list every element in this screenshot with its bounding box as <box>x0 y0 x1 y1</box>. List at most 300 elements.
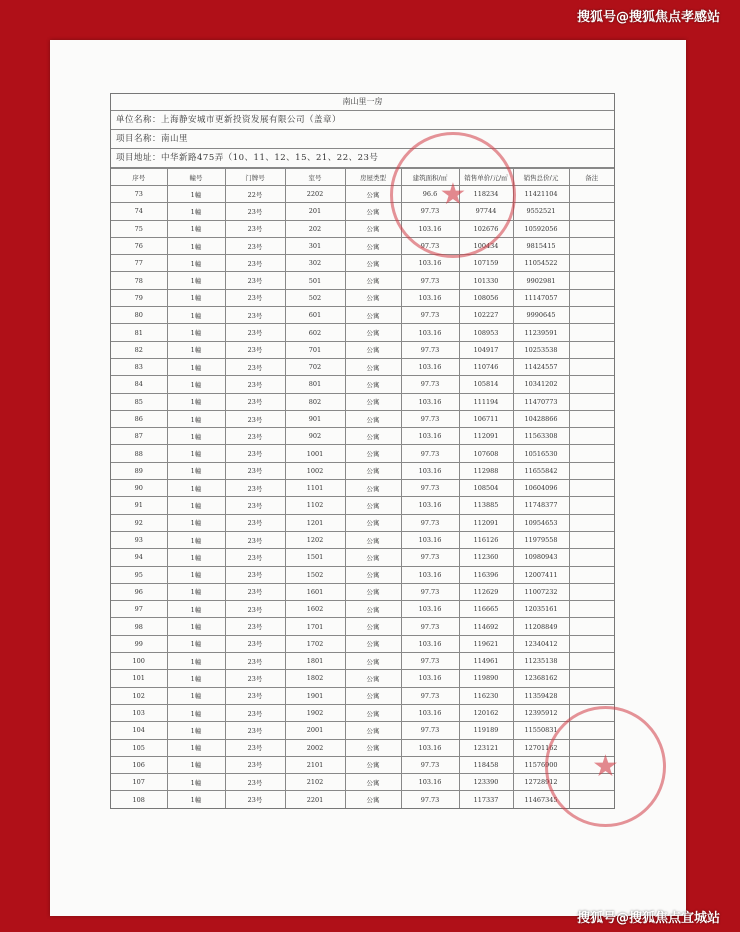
table-cell: 1幢 <box>167 341 225 358</box>
table-cell <box>569 428 614 445</box>
table-cell: 103.16 <box>401 635 459 652</box>
table-row <box>111 756 614 773</box>
table-cell <box>569 220 614 237</box>
table-cell: 116126 <box>459 531 513 548</box>
table-cell: 97.73 <box>401 445 459 462</box>
table-cell: 公寓 <box>345 635 401 652</box>
table-cell <box>569 704 614 721</box>
table-cell: 1幢 <box>167 791 225 808</box>
table-cell: 93 <box>111 531 167 548</box>
table-cell: 119890 <box>459 670 513 687</box>
table-cell: 76 <box>111 237 167 254</box>
table-cell: 23号 <box>225 480 285 497</box>
table-cell: 公寓 <box>345 220 401 237</box>
table-cell: 1幢 <box>167 687 225 704</box>
table-cell: 103.16 <box>401 289 459 306</box>
table-cell: 11239591 <box>513 324 569 341</box>
table-cell: 1幢 <box>167 739 225 756</box>
price-table <box>111 168 614 808</box>
table-row <box>111 445 614 462</box>
table-cell <box>569 497 614 514</box>
table-cell: 104917 <box>459 341 513 358</box>
table-cell: 1幢 <box>167 428 225 445</box>
table-cell: 1幢 <box>167 756 225 773</box>
table-cell: 公寓 <box>345 739 401 756</box>
table-cell: 101 <box>111 670 167 687</box>
table-cell: 1幢 <box>167 186 225 203</box>
table-cell: 1102 <box>285 497 345 514</box>
table-cell: 公寓 <box>345 341 401 358</box>
table-cell: 84 <box>111 376 167 393</box>
table-cell: 97.73 <box>401 583 459 600</box>
table-cell: 9902981 <box>513 272 569 289</box>
table-cell: 1幢 <box>167 653 225 670</box>
table-cell: 1幢 <box>167 237 225 254</box>
table-cell: 1101 <box>285 480 345 497</box>
table-cell: 103.16 <box>401 497 459 514</box>
table-cell: 118234 <box>459 186 513 203</box>
table-cell: 公寓 <box>345 445 401 462</box>
table-cell <box>569 289 614 306</box>
table-cell: 1502 <box>285 566 345 583</box>
table-cell: 10592056 <box>513 220 569 237</box>
table-cell: 97.73 <box>401 237 459 254</box>
table-cell <box>569 531 614 548</box>
table-cell: 1201 <box>285 514 345 531</box>
table-cell: 公寓 <box>345 393 401 410</box>
table-cell: 23号 <box>225 514 285 531</box>
table-cell: 9552521 <box>513 203 569 220</box>
table-row <box>111 497 614 514</box>
table-cell: 2101 <box>285 756 345 773</box>
table-cell: 1幢 <box>167 497 225 514</box>
table-cell: 114692 <box>459 618 513 635</box>
table-cell: 97.73 <box>401 514 459 531</box>
table-cell: 公寓 <box>345 324 401 341</box>
table-cell: 公寓 <box>345 376 401 393</box>
table-cell: 12035161 <box>513 601 569 618</box>
table-cell: 1幢 <box>167 704 225 721</box>
table-cell: 23号 <box>225 393 285 410</box>
table-cell: 公寓 <box>345 497 401 514</box>
table-cell: 12368162 <box>513 670 569 687</box>
table-cell: 99 <box>111 635 167 652</box>
table-cell: 1幢 <box>167 220 225 237</box>
table-cell: 12701162 <box>513 739 569 756</box>
table-cell: 公寓 <box>345 774 401 791</box>
table-cell: 1幢 <box>167 289 225 306</box>
table-cell: 公寓 <box>345 428 401 445</box>
table-cell: 10253538 <box>513 341 569 358</box>
table-cell: 97.73 <box>401 410 459 427</box>
table-cell: 1002 <box>285 462 345 479</box>
table-cell: 1幢 <box>167 272 225 289</box>
table-cell: 87 <box>111 428 167 445</box>
table-cell: 12395912 <box>513 704 569 721</box>
table-cell: 11421104 <box>513 186 569 203</box>
table-cell: 1幢 <box>167 531 225 548</box>
table-cell: 1幢 <box>167 203 225 220</box>
table-cell: 118458 <box>459 756 513 773</box>
table-cell: 1幢 <box>167 307 225 324</box>
table-cell: 97.73 <box>401 618 459 635</box>
table-cell: 107608 <box>459 445 513 462</box>
table-cell: 23号 <box>225 324 285 341</box>
table-cell: 89 <box>111 462 167 479</box>
table-row <box>111 687 614 704</box>
table-cell <box>569 670 614 687</box>
table-cell <box>569 237 614 254</box>
table-row <box>111 307 614 324</box>
table-row <box>111 601 614 618</box>
table-cell: 11563308 <box>513 428 569 445</box>
table-cell: 119189 <box>459 722 513 739</box>
table-cell: 502 <box>285 289 345 306</box>
table-cell: 120162 <box>459 704 513 721</box>
table-cell: 116665 <box>459 601 513 618</box>
table-cell: 97.73 <box>401 549 459 566</box>
table-cell: 公寓 <box>345 653 401 670</box>
table-cell <box>569 480 614 497</box>
table-cell: 106 <box>111 756 167 773</box>
table-cell: 117337 <box>459 791 513 808</box>
table-cell: 90 <box>111 480 167 497</box>
table-cell: 73 <box>111 186 167 203</box>
watermark-top: 搜狐号@搜狐焦点孝感站 <box>576 10 720 25</box>
table-row <box>111 341 614 358</box>
table-cell <box>569 791 614 808</box>
table-cell <box>569 722 614 739</box>
table-cell: 701 <box>285 341 345 358</box>
table-cell: 97.73 <box>401 722 459 739</box>
table-cell: 公寓 <box>345 722 401 739</box>
table-cell <box>569 393 614 410</box>
table-cell: 97.73 <box>401 653 459 670</box>
table-cell <box>569 272 614 289</box>
table-cell: 85 <box>111 393 167 410</box>
table-cell: 92 <box>111 514 167 531</box>
table-cell <box>569 462 614 479</box>
table-cell: 23号 <box>225 272 285 289</box>
table-cell: 1幢 <box>167 601 225 618</box>
table-cell: 97.73 <box>401 341 459 358</box>
table-cell: 公寓 <box>345 618 401 635</box>
table-cell: 82 <box>111 341 167 358</box>
table-row <box>111 203 614 220</box>
table-cell: 201 <box>285 203 345 220</box>
table-cell: 112360 <box>459 549 513 566</box>
table-cell: 79 <box>111 289 167 306</box>
table-row <box>111 514 614 531</box>
table-cell: 1202 <box>285 531 345 548</box>
table-cell: 96 <box>111 583 167 600</box>
table-cell: 103.16 <box>401 255 459 272</box>
table-row <box>111 289 614 306</box>
table-cell: 1802 <box>285 670 345 687</box>
sheet-title: 南山里一房 <box>111 94 614 111</box>
table-cell: 23号 <box>225 722 285 739</box>
table-cell: 112091 <box>459 514 513 531</box>
table-cell: 1902 <box>285 704 345 721</box>
table-cell: 112629 <box>459 583 513 600</box>
table-cell: 77 <box>111 255 167 272</box>
table-cell: 23号 <box>225 445 285 462</box>
table-cell: 97.73 <box>401 203 459 220</box>
table-cell: 102 <box>111 687 167 704</box>
table-cell: 公寓 <box>345 670 401 687</box>
table-cell <box>569 687 614 704</box>
table-cell: 103.16 <box>401 220 459 237</box>
table-body <box>111 186 614 808</box>
table-cell: 95 <box>111 566 167 583</box>
table-cell: 1001 <box>285 445 345 462</box>
table-row <box>111 670 614 687</box>
table-cell: 23号 <box>225 635 285 652</box>
table-cell: 103.16 <box>401 428 459 445</box>
table-cell: 23号 <box>225 601 285 618</box>
table-cell: 公寓 <box>345 480 401 497</box>
project-address: 项目地址：中华新路475弄（10、11、12、15、21、22、23号 <box>111 149 614 168</box>
table-cell: 116396 <box>459 566 513 583</box>
table-row <box>111 186 614 203</box>
table-cell: 80 <box>111 307 167 324</box>
table-cell <box>569 445 614 462</box>
table-row <box>111 549 614 566</box>
table-row <box>111 237 614 254</box>
table-cell: 23号 <box>225 739 285 756</box>
table-header-row <box>111 169 614 186</box>
table-cell: 23号 <box>225 289 285 306</box>
table-row <box>111 618 614 635</box>
table-cell: 97744 <box>459 203 513 220</box>
table-cell: 110746 <box>459 358 513 375</box>
table-cell: 23号 <box>225 497 285 514</box>
table-cell: 1幢 <box>167 445 225 462</box>
table-cell: 1幢 <box>167 376 225 393</box>
table-cell <box>569 255 614 272</box>
table-cell <box>569 307 614 324</box>
column-header: 销售总价/元 <box>513 169 569 186</box>
table-cell <box>569 376 614 393</box>
table-cell: 105 <box>111 739 167 756</box>
table-cell: 103.16 <box>401 704 459 721</box>
table-cell: 97 <box>111 601 167 618</box>
table-cell: 公寓 <box>345 186 401 203</box>
table-cell: 97.73 <box>401 376 459 393</box>
table-cell: 104 <box>111 722 167 739</box>
column-header: 幢号 <box>167 169 225 186</box>
table-cell: 1幢 <box>167 722 225 739</box>
table-cell: 23号 <box>225 376 285 393</box>
table-cell <box>569 756 614 773</box>
table-cell: 公寓 <box>345 255 401 272</box>
table-cell: 88 <box>111 445 167 462</box>
table-cell: 11550831 <box>513 722 569 739</box>
table-cell <box>569 358 614 375</box>
project-name: 项目名称：南山里 <box>111 130 614 149</box>
table-cell: 公寓 <box>345 289 401 306</box>
table-cell: 103.16 <box>401 358 459 375</box>
table-cell: 23号 <box>225 791 285 808</box>
table-cell: 公寓 <box>345 237 401 254</box>
table-cell: 702 <box>285 358 345 375</box>
table-cell: 103.16 <box>401 774 459 791</box>
table-cell: 2201 <box>285 791 345 808</box>
table-cell: 12728912 <box>513 774 569 791</box>
table-cell: 98 <box>111 618 167 635</box>
table-cell <box>569 566 614 583</box>
table-cell: 9815415 <box>513 237 569 254</box>
table-cell <box>569 203 614 220</box>
table-cell: 108 <box>111 791 167 808</box>
table-row <box>111 635 614 652</box>
table-cell: 1幢 <box>167 410 225 427</box>
table-cell: 公寓 <box>345 704 401 721</box>
table-row <box>111 376 614 393</box>
table-cell: 108056 <box>459 289 513 306</box>
table-cell <box>569 186 614 203</box>
table-cell: 11576900 <box>513 756 569 773</box>
table-cell: 公寓 <box>345 549 401 566</box>
table-cell: 23号 <box>225 462 285 479</box>
table-cell: 83 <box>111 358 167 375</box>
table-cell: 11359428 <box>513 687 569 704</box>
table-cell: 802 <box>285 393 345 410</box>
table-cell: 23号 <box>225 618 285 635</box>
table-cell <box>569 324 614 341</box>
table-cell: 22号 <box>225 186 285 203</box>
table-cell: 公寓 <box>345 531 401 548</box>
table-cell: 1601 <box>285 583 345 600</box>
column-header: 门牌号 <box>225 169 285 186</box>
table-cell: 100434 <box>459 237 513 254</box>
table-cell: 601 <box>285 307 345 324</box>
table-cell: 1幢 <box>167 393 225 410</box>
table-cell: 202 <box>285 220 345 237</box>
table-cell: 102676 <box>459 220 513 237</box>
table-cell: 1幢 <box>167 774 225 791</box>
table-cell: 801 <box>285 376 345 393</box>
table-cell: 1幢 <box>167 549 225 566</box>
table-cell: 1幢 <box>167 583 225 600</box>
table-cell: 91 <box>111 497 167 514</box>
table-row <box>111 774 614 791</box>
table-cell: 11748377 <box>513 497 569 514</box>
table-cell: 78 <box>111 272 167 289</box>
table-row <box>111 358 614 375</box>
table-cell: 公寓 <box>345 410 401 427</box>
table-cell: 108953 <box>459 324 513 341</box>
unit-name: 单位名称：上海静安城市更新投资发展有限公司（盖章） <box>111 111 614 130</box>
table-cell: 公寓 <box>345 791 401 808</box>
table-cell: 1701 <box>285 618 345 635</box>
table-row <box>111 566 614 583</box>
table-cell: 23号 <box>225 203 285 220</box>
table-cell: 97.73 <box>401 756 459 773</box>
table-cell: 113885 <box>459 497 513 514</box>
column-header: 销售单价/元/㎡ <box>459 169 513 186</box>
table-cell: 1幢 <box>167 566 225 583</box>
table-cell: 602 <box>285 324 345 341</box>
table-row <box>111 462 614 479</box>
table-cell: 103.16 <box>401 531 459 548</box>
table-cell: 105814 <box>459 376 513 393</box>
table-cell: 123390 <box>459 774 513 791</box>
table-cell: 112091 <box>459 428 513 445</box>
table-cell: 301 <box>285 237 345 254</box>
table-cell: 103.16 <box>401 566 459 583</box>
table-cell: 1幢 <box>167 358 225 375</box>
table-cell <box>569 583 614 600</box>
table-cell: 1幢 <box>167 462 225 479</box>
table-cell: 111194 <box>459 393 513 410</box>
table-cell: 10954653 <box>513 514 569 531</box>
table-cell: 23号 <box>225 428 285 445</box>
table-cell: 97.73 <box>401 272 459 289</box>
table-cell: 106711 <box>459 410 513 427</box>
table-cell: 23号 <box>225 307 285 324</box>
table-cell: 97.73 <box>401 480 459 497</box>
table-row <box>111 480 614 497</box>
column-header: 室号 <box>285 169 345 186</box>
table-row <box>111 722 614 739</box>
table-cell: 23号 <box>225 549 285 566</box>
table-cell: 102227 <box>459 307 513 324</box>
table-cell: 23号 <box>225 756 285 773</box>
table-cell: 100 <box>111 653 167 670</box>
table-cell: 11470773 <box>513 393 569 410</box>
table-cell <box>569 774 614 791</box>
table-cell: 11655842 <box>513 462 569 479</box>
table-cell: 1幢 <box>167 324 225 341</box>
table-cell: 23号 <box>225 566 285 583</box>
table-cell: 23号 <box>225 583 285 600</box>
table-row <box>111 324 614 341</box>
column-header: 序号 <box>111 169 167 186</box>
table-cell: 103.16 <box>401 393 459 410</box>
table-cell: 10604096 <box>513 480 569 497</box>
table-cell <box>569 410 614 427</box>
table-cell: 112988 <box>459 462 513 479</box>
table-cell: 公寓 <box>345 272 401 289</box>
table-cell: 1幢 <box>167 480 225 497</box>
table-cell: 12007411 <box>513 566 569 583</box>
table-cell: 11054522 <box>513 255 569 272</box>
table-cell: 23号 <box>225 653 285 670</box>
table-cell: 23号 <box>225 670 285 687</box>
table-cell: 公寓 <box>345 514 401 531</box>
table-cell: 23号 <box>225 774 285 791</box>
column-header: 房屋类型 <box>345 169 401 186</box>
table-cell <box>569 514 614 531</box>
table-cell: 94 <box>111 549 167 566</box>
table-cell: 11424557 <box>513 358 569 375</box>
table-cell: 96.6 <box>401 186 459 203</box>
table-cell: 107159 <box>459 255 513 272</box>
table-cell: 公寓 <box>345 203 401 220</box>
table-cell: 公寓 <box>345 307 401 324</box>
table-cell: 11979558 <box>513 531 569 548</box>
table-cell: 1702 <box>285 635 345 652</box>
table-cell: 1801 <box>285 653 345 670</box>
table-cell: 1幢 <box>167 255 225 272</box>
column-header: 备注 <box>569 169 614 186</box>
table-cell <box>569 601 614 618</box>
table-cell: 2001 <box>285 722 345 739</box>
table-cell <box>569 739 614 756</box>
table-row <box>111 531 614 548</box>
column-header: 建筑面积/㎡ <box>401 169 459 186</box>
